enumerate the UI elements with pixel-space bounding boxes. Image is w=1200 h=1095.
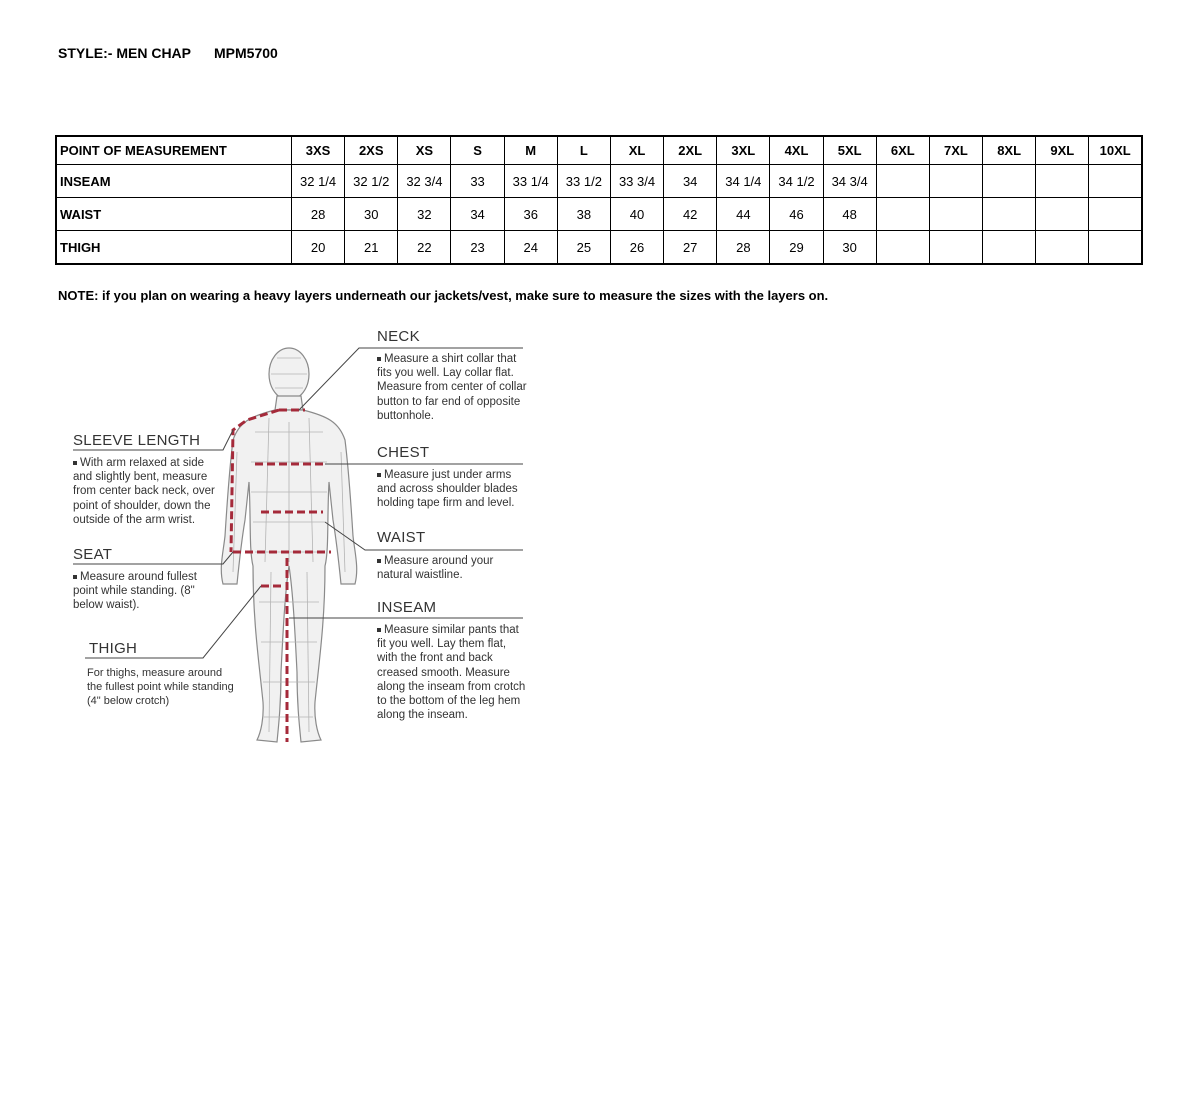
table-cell: 34 [664, 165, 717, 198]
table-cell [1089, 165, 1142, 198]
table-cell: 33 1/4 [504, 165, 557, 198]
table-cell: 26 [610, 231, 663, 265]
table-cell: 30 [345, 198, 398, 231]
chest-text: Measure just under arms and across shoulder blades holding tape firm and level. [377, 469, 518, 510]
size-chart-table [55, 135, 1143, 265]
table-cell [1089, 231, 1142, 265]
column-header: 3XL [717, 136, 770, 165]
neck-text: Measure a shirt collar that fits you well. Lay collar flat. Measure from center of collar button to far end of opposite buttonhole. [377, 353, 527, 422]
row-label: INSEAM [56, 165, 292, 198]
table-cell: 23 [451, 231, 504, 265]
inseam-text: Measure similar pants that fit you well. Lay them flat, with the front and back creased smooth. Measure along the inseam from crotch to the bottom of the leg hem along the inseam. [377, 624, 526, 722]
table-cell: 30 [823, 231, 876, 265]
table-cell [929, 165, 982, 198]
chest-instructions [377, 468, 527, 511]
column-header: 8XL [983, 136, 1036, 165]
neck-heading: NECK [377, 328, 420, 345]
table-cell [1036, 165, 1089, 198]
waist-text: Measure around your natural waistline. [377, 555, 494, 582]
table-cell: 32 1/4 [292, 165, 345, 198]
bullet-icon [73, 575, 77, 579]
table-row-waist [56, 198, 1142, 231]
thigh-heading: THIGH [89, 640, 138, 657]
seat-heading: SEAT [73, 546, 113, 563]
bullet-icon [377, 628, 381, 632]
column-header: 9XL [1036, 136, 1089, 165]
column-header: L [557, 136, 610, 165]
row-label: THIGH [56, 231, 292, 265]
table-cell: 46 [770, 198, 823, 231]
chest-heading: CHEST [377, 444, 430, 461]
table-cell: 34 1/2 [770, 165, 823, 198]
column-header: POINT OF MEASUREMENT [56, 136, 292, 165]
table-cell [983, 198, 1036, 231]
table-cell: 34 1/4 [717, 165, 770, 198]
table-cell: 42 [664, 198, 717, 231]
table-cell [876, 231, 929, 265]
table-cell [876, 165, 929, 198]
table-cell: 27 [664, 231, 717, 265]
table-cell: 33 1/2 [557, 165, 610, 198]
table-cell: 20 [292, 231, 345, 265]
column-header: 3XS [292, 136, 345, 165]
table-cell: 32 3/4 [398, 165, 451, 198]
table-cell [929, 198, 982, 231]
table-cell: 34 3/4 [823, 165, 876, 198]
table-cell [983, 231, 1036, 265]
table-cell: 33 3/4 [610, 165, 663, 198]
column-header: 7XL [929, 136, 982, 165]
seat-instructions [73, 570, 213, 613]
table-cell: 32 [398, 198, 451, 231]
bullet-icon [377, 473, 381, 477]
table-row-thigh [56, 231, 1142, 265]
table-cell [1036, 231, 1089, 265]
column-header: 5XL [823, 136, 876, 165]
waist-heading: WAIST [377, 529, 426, 546]
table-cell [929, 231, 982, 265]
seat-text: Measure around fullest point while standing. (8" below waist). [73, 571, 197, 612]
column-header: 4XL [770, 136, 823, 165]
sleeve-length-instructions [73, 456, 223, 527]
table-cell: 25 [557, 231, 610, 265]
bullet-icon [377, 559, 381, 563]
neck-instructions [377, 352, 527, 423]
row-label: WAIST [56, 198, 292, 231]
inseam-instructions [377, 623, 527, 722]
sleeve-length-heading: SLEEVE LENGTH [73, 432, 201, 449]
inseam-heading: INSEAM [377, 599, 437, 616]
column-header: XL [610, 136, 663, 165]
bullet-icon [73, 461, 77, 465]
bullet-icon [377, 357, 381, 361]
style-code: MPM5700 [214, 45, 278, 61]
style-header [58, 45, 278, 61]
waist-instructions [377, 554, 527, 582]
table-cell: 33 [451, 165, 504, 198]
column-header: 2XS [345, 136, 398, 165]
column-header: S [451, 136, 504, 165]
sleeve-length-text: With arm relaxed at side and slightly bent, measure from center back neck, over point of shoulder, down the outside of the arm wrist. [73, 457, 215, 526]
table-cell [876, 198, 929, 231]
table-cell: 22 [398, 231, 451, 265]
table-cell [1089, 198, 1142, 231]
table-row-inseam [56, 165, 1142, 198]
column-header: 10XL [1089, 136, 1142, 165]
table-cell: 34 [451, 198, 504, 231]
table-cell: 24 [504, 231, 557, 265]
column-header: 6XL [876, 136, 929, 165]
measurement-guide [55, 322, 545, 772]
table-cell [1036, 198, 1089, 231]
table-cell [983, 165, 1036, 198]
table-cell: 21 [345, 231, 398, 265]
table-cell: 44 [717, 198, 770, 231]
table-cell: 28 [717, 231, 770, 265]
table-cell: 29 [770, 231, 823, 265]
table-cell: 38 [557, 198, 610, 231]
table-cell: 28 [292, 198, 345, 231]
table-cell: 48 [823, 198, 876, 231]
table-cell: 36 [504, 198, 557, 231]
table-header-row [56, 136, 1142, 165]
table-cell: 32 1/2 [345, 165, 398, 198]
style-label: STYLE:- MEN CHAP [58, 45, 191, 61]
column-header: M [504, 136, 557, 165]
thigh-instructions: For thighs, measure around the fullest point while standing (4" below crotch) [87, 667, 234, 708]
column-header: 2XL [664, 136, 717, 165]
column-header: XS [398, 136, 451, 165]
table-cell: 40 [610, 198, 663, 231]
layering-note: NOTE: if you plan on wearing a heavy layers underneath our jackets/vest, make sure to measure the sizes with the layers on. [58, 288, 829, 303]
